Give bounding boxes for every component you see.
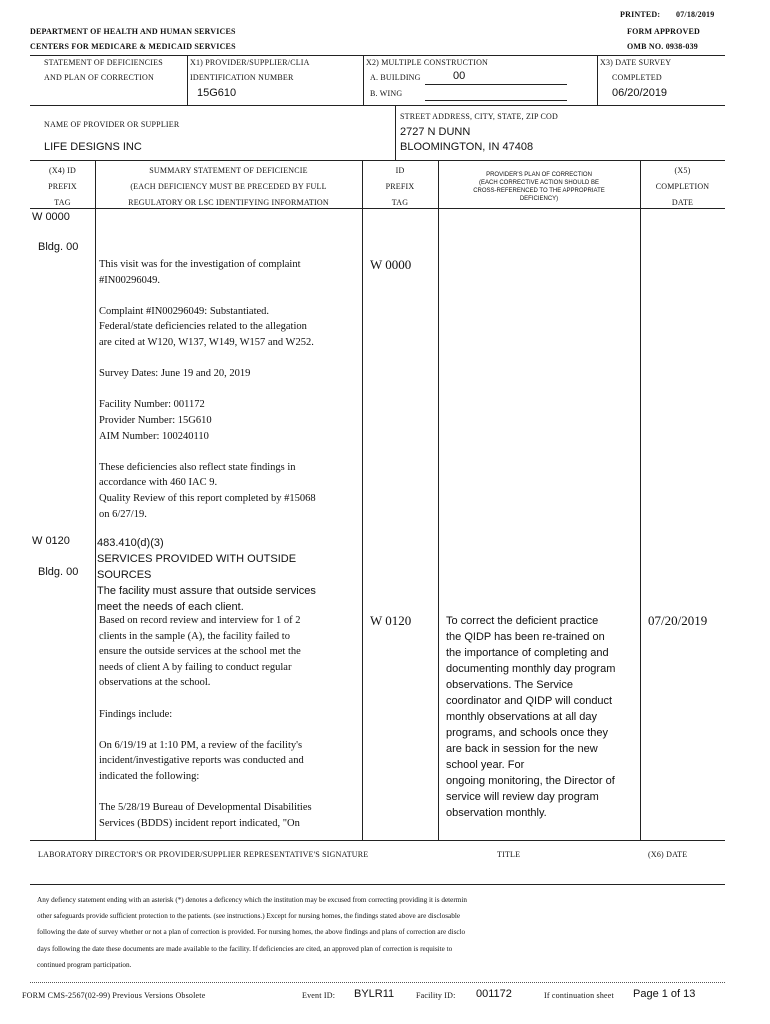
x5-header-3: DATE bbox=[671, 198, 694, 207]
building-label: A. BUILDING bbox=[370, 73, 421, 82]
provider-name-label: NAME OF PROVIDER OR SUPPLIER bbox=[44, 120, 180, 129]
address-line-2: BLOOMINGTON, IN 47408 bbox=[400, 141, 534, 153]
page-number: Page 1 of 13 bbox=[633, 988, 696, 1000]
x1-sublabel: IDENTIFICATION NUMBER bbox=[190, 73, 294, 82]
id-header-2: PREFIX bbox=[385, 182, 415, 191]
omb-number: OMB NO. 0938-039 bbox=[627, 42, 698, 51]
provider-id-value: 15G610 bbox=[197, 87, 237, 99]
id-prefix-tag: W 0000 bbox=[370, 257, 412, 272]
department-name: DEPARTMENT OF HEALTH AND HUMAN SERVICES bbox=[30, 27, 236, 36]
x4-header-2: PREFIX bbox=[48, 182, 77, 191]
address-label: STREET ADDRESS, CITY, STATE, ZIP COD bbox=[400, 112, 558, 121]
x5-header-2: COMPLETION bbox=[655, 182, 710, 191]
statement-label-1: STATEMENT OF DEFICIENCIES bbox=[44, 58, 163, 67]
x3-label: X3) DATE SURVEY bbox=[600, 58, 672, 67]
summary-header-3: REGULATORY OR LSC IDENTIFYING INFORMATION bbox=[128, 198, 329, 207]
provider-name-value: LIFE DESIGNS INC bbox=[44, 141, 142, 153]
deficiency-text: Based on record review and interview for 1 of 2 clients in the sample (A), the facility failed to ensure the outside services at the school met the needs of client A by failing to conduct regular observations at the school. Findings include: On 6/19/19 at 1:10 PM, a review of the facility's incident/investigative reports was conducted and indicated the following: The 5/28/19 Bureau of Developmental Disabilities Services (BDDS) incident report indicated, "On bbox=[99, 615, 312, 829]
date-label: (X6) DATE bbox=[648, 850, 688, 859]
printed-label: PRINTED: bbox=[620, 10, 661, 19]
x3-sublabel: COMPLETED bbox=[612, 73, 662, 82]
x4-header-1: (X4) ID bbox=[49, 166, 76, 175]
continuation-label: If continuation sheet bbox=[544, 991, 614, 1000]
prefix-tag: W 0000 bbox=[32, 211, 70, 223]
title-label: TITLE bbox=[497, 850, 521, 859]
plan-header-4: DEFICIENCY) bbox=[519, 196, 559, 202]
facility-id-label: Facility ID: bbox=[416, 991, 456, 1000]
x2-label: X2) MULTIPLE CONSTRUCTION bbox=[366, 58, 489, 67]
event-id-value: BYLR11 bbox=[354, 988, 395, 1000]
prefix-tag: W 0120 bbox=[32, 535, 70, 547]
event-id-label: Event ID: bbox=[302, 991, 336, 1000]
summary-header-2: (EACH DEFICIENCY MUST BE PRECEDED BY FULL bbox=[130, 182, 327, 191]
building-value: 00 bbox=[453, 70, 466, 82]
x5-header-1: (X5) bbox=[674, 166, 691, 175]
signature-label: LABORATORY DIRECTOR'S OR PROVIDER/SUPPLIER REPRESENTATIVE'S SIGNATURE bbox=[38, 850, 369, 859]
building-tag: Bldg. 00 bbox=[38, 241, 79, 253]
form-number: FORM CMS-2567(02-99) Previous Versions Obsolete bbox=[22, 991, 206, 1000]
statement-label-2: AND PLAN OF CORRECTION bbox=[44, 73, 154, 82]
completion-date: 07/20/2019 bbox=[648, 613, 708, 628]
x1-label: X1) PROVIDER/SUPPLIER/CLIA bbox=[190, 58, 310, 67]
centers-name: CENTERS FOR MEDICARE & MEDICAID SERVICES bbox=[30, 42, 236, 51]
wing-label: B. WING bbox=[370, 89, 403, 98]
id-prefix-tag: W 0120 bbox=[370, 613, 412, 628]
address-line-1: 2727 N DUNN bbox=[400, 126, 471, 138]
summary-header-1: SUMMARY STATEMENT OF DEFICIENCIE bbox=[149, 166, 308, 175]
disclaimer-text: Any defiency statement ending with an asterisk (*) denotes a deficency which the institution may be excused from correcting providing it is determin other safeguards provide sufficient protection to the patients. (see instructions.) Except for nursing homes, the findings stated above are disclosable following the date of survey whether or not a plan of correction is provided. For nursing homes, the above findings and plans of correction are disclo days following the date these documents are made available to the facility. If deficiencies are cited, an approved plan of correction is requisite to continued program participation. bbox=[37, 896, 467, 969]
plan-of-correction-text: To correct the deficient practice the QIDP has been re-trained on the importance of completing and documenting monthly day program observations. The Service coordinator and QIDP will conduct monthly observations at all day programs, and schools once they are back in session for the new school year. For ongoing monitoring, the Director of service will review day program observation monthly. bbox=[446, 615, 616, 819]
regulation-heading: 483.410(d)(3) SERVICES PROVIDED WITH OUTSIDE SOURCES The facility must assure that outside services meet the needs of each client. bbox=[97, 537, 316, 613]
deficiency-text: This visit was for the investigation of complaint #IN00296049. Complaint #IN00296049: Substantiated. Federal/state deficiencies related to the allegation are cited at W120, W137, W149, W157 and W252. Survey Dates: June 19 and 20, 2019 Facility Number: 001172 Provider Number: 15G610 AIM Number: 100240110 These deficiencies also reflect state findings in accordance with 460 IAC 9. Quality Review of this report completed by #15068 on 6/27/19. bbox=[99, 259, 316, 520]
x4-header-3: TAG bbox=[54, 198, 71, 207]
plan-header-1: PROVIDER'S PLAN OF CORRECTION bbox=[486, 172, 592, 178]
plan-header-2: (EACH CORRECTIVE ACTION SHOULD BE bbox=[478, 180, 600, 186]
id-header-3: TAG bbox=[391, 198, 409, 207]
building-tag: Bldg. 00 bbox=[38, 566, 79, 578]
facility-id-value: 001172 bbox=[476, 988, 512, 1000]
survey-completed-date: 06/20/2019 bbox=[612, 87, 668, 99]
plan-header-3: CROSS-REFERENCED TO THE APPROPRIATE bbox=[473, 188, 605, 194]
printed-date: 07/18/2019 bbox=[676, 10, 715, 19]
form-approved: FORM APPROVED bbox=[627, 27, 701, 36]
id-header-1: ID bbox=[395, 166, 405, 175]
